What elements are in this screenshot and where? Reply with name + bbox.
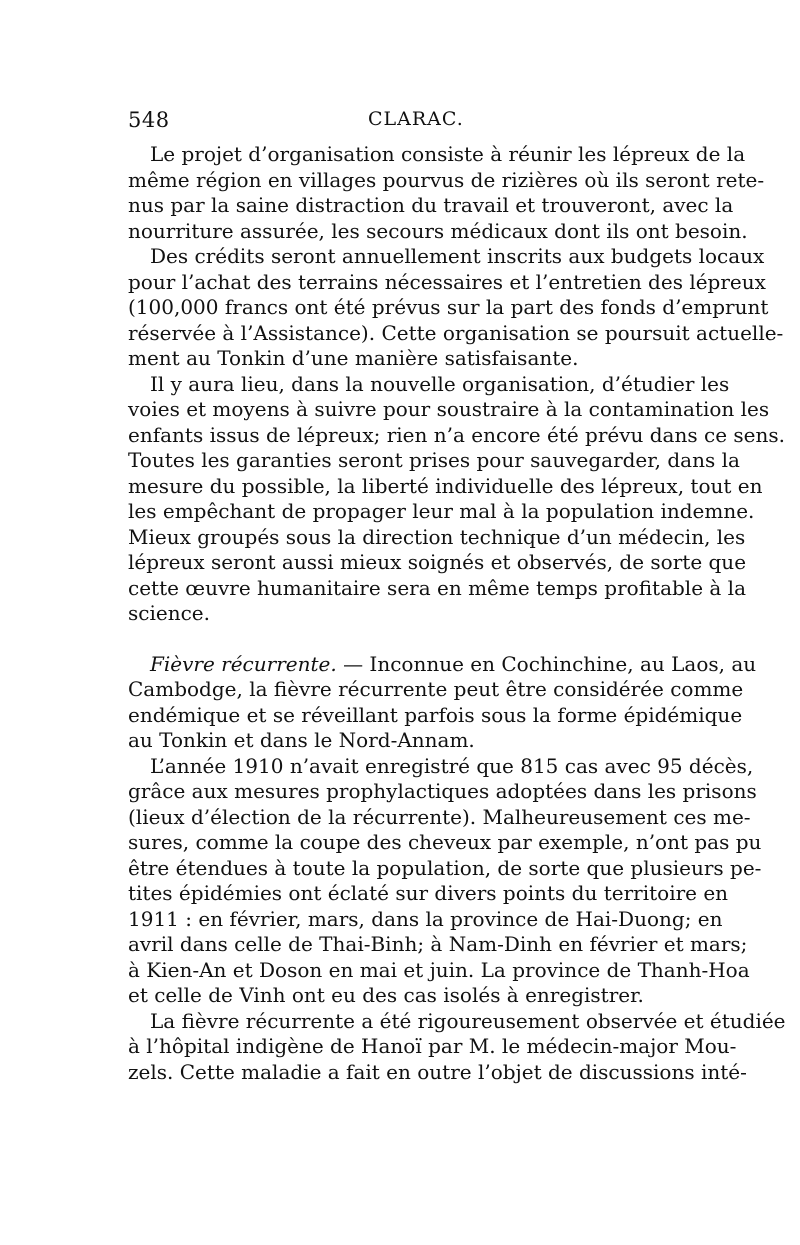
paragraph <box>128 753 762 1009</box>
text-line: et celle de Vinh ont eu des cas isolés à enregistrer. <box>128 983 644 1007</box>
text-line: nus par la saine distraction du travail et trouveront, avec la <box>128 193 734 217</box>
text-line: science. <box>128 601 210 625</box>
text-line: (100,000 francs ont été prévus sur la part des fonds d’emprunt <box>128 295 769 319</box>
text-line: Toutes les garanties seront prises pour sauvegarder, dans la <box>128 448 740 472</box>
page-header <box>128 108 678 138</box>
text-line-rest: — Inconnue en Cochinchine, au Laos, au <box>336 651 757 676</box>
page-number: 548 <box>128 108 170 132</box>
text-line: voies et moyens à suivre pour soustraire à la contamination les <box>128 397 770 421</box>
text-line: lépreux seront aussi mieux soignés et observés, de sorte que <box>128 550 747 574</box>
text-line: mesure du possible, la liberté individuelle des lépreux, tout en <box>128 473 763 498</box>
text-line: grâce aux mesures prophylactiques adoptées dans les prisons <box>128 779 757 803</box>
text-line: endémique et se réveillant parfois sous la forme épidémique <box>128 702 743 727</box>
text-line: pour l’achat des terrains nécessaires et l’entretien des lépreux <box>128 269 766 294</box>
text-line: au Tonkin et dans le Nord-Annam. <box>128 728 475 752</box>
body-text <box>128 142 786 1085</box>
text-line: zels. Cette maladie a fait en outre l’objet de discussions inté- <box>128 1059 747 1084</box>
text-line: 1911 : en février, mars, dans la province de Hai-Duong; en <box>128 906 723 931</box>
paragraph <box>128 651 757 754</box>
text-line: être étendues à toute la population, de sorte que plusieurs pe- <box>128 855 762 880</box>
text-line: (lieux d’élection de la récurrente). Malheureusement ces me- <box>128 804 751 829</box>
text-line <box>128 651 757 678</box>
text-line: Il y aura lieu, dans la nouvelle organisation, d’étudier les <box>150 371 730 396</box>
text-line: nourriture assurée, les secours médicaux dont ils ont besoin. <box>128 218 748 243</box>
text-line: réservée à l’Assistance). Cette organisation se poursuit actuelle- <box>128 320 784 345</box>
paragraph <box>128 371 785 627</box>
text-line: sures, comme la coupe des cheveux par exemple, n’ont pas pu <box>128 830 762 854</box>
running-head: CLARAC. <box>368 108 464 130</box>
paragraph <box>128 244 784 372</box>
text-line: Mieux groupés sous la direction technique d’un médecin, les <box>128 524 746 549</box>
text-line: Cambodge, la fièvre récurrente peut être considérée comme <box>128 677 744 701</box>
text-line: L’année 1910 n’avait enregistré que 815 cas avec 95 décès, <box>150 753 754 778</box>
section-heading: Fièvre récurrente. <box>150 651 337 676</box>
text-line: tites épidémies ont éclaté sur divers points du territoire en <box>128 881 729 905</box>
text-line: avril dans celle de Thai-Binh; à Nam-Dinh en février et mars; <box>128 932 748 956</box>
text-line: Le projet d’organisation consiste à réunir les lépreux de la <box>150 142 746 166</box>
paragraph <box>128 142 765 244</box>
text-line: les empêchant de propager leur mal à la population indemne. <box>128 499 755 523</box>
text-line: même région en villages pourvus de rizières où ils seront rete- <box>128 167 765 192</box>
paragraph <box>128 1008 786 1086</box>
text-line: enfants issus de lépreux; rien n’a encore été prévu dans ce sens. <box>128 422 785 447</box>
text-line: ment au Tonkin d’une manière satisfaisante. <box>128 346 579 370</box>
text-line: La fièvre récurrente a été rigoureusement observée et étudiée <box>150 1008 786 1033</box>
text-line: Des crédits seront annuellement inscrits aux budgets locaux <box>150 244 765 268</box>
text-line: cette œuvre humanitaire sera en même temps profitable à la <box>128 575 746 600</box>
text-line: à Kien-An et Doson en mai et juin. La province de Thanh-Hoa <box>128 957 750 982</box>
text-line: à l’hôpital indigène de Hanoï par M. le médecin-major Mou- <box>128 1034 737 1058</box>
section-spacer <box>128 627 673 652</box>
